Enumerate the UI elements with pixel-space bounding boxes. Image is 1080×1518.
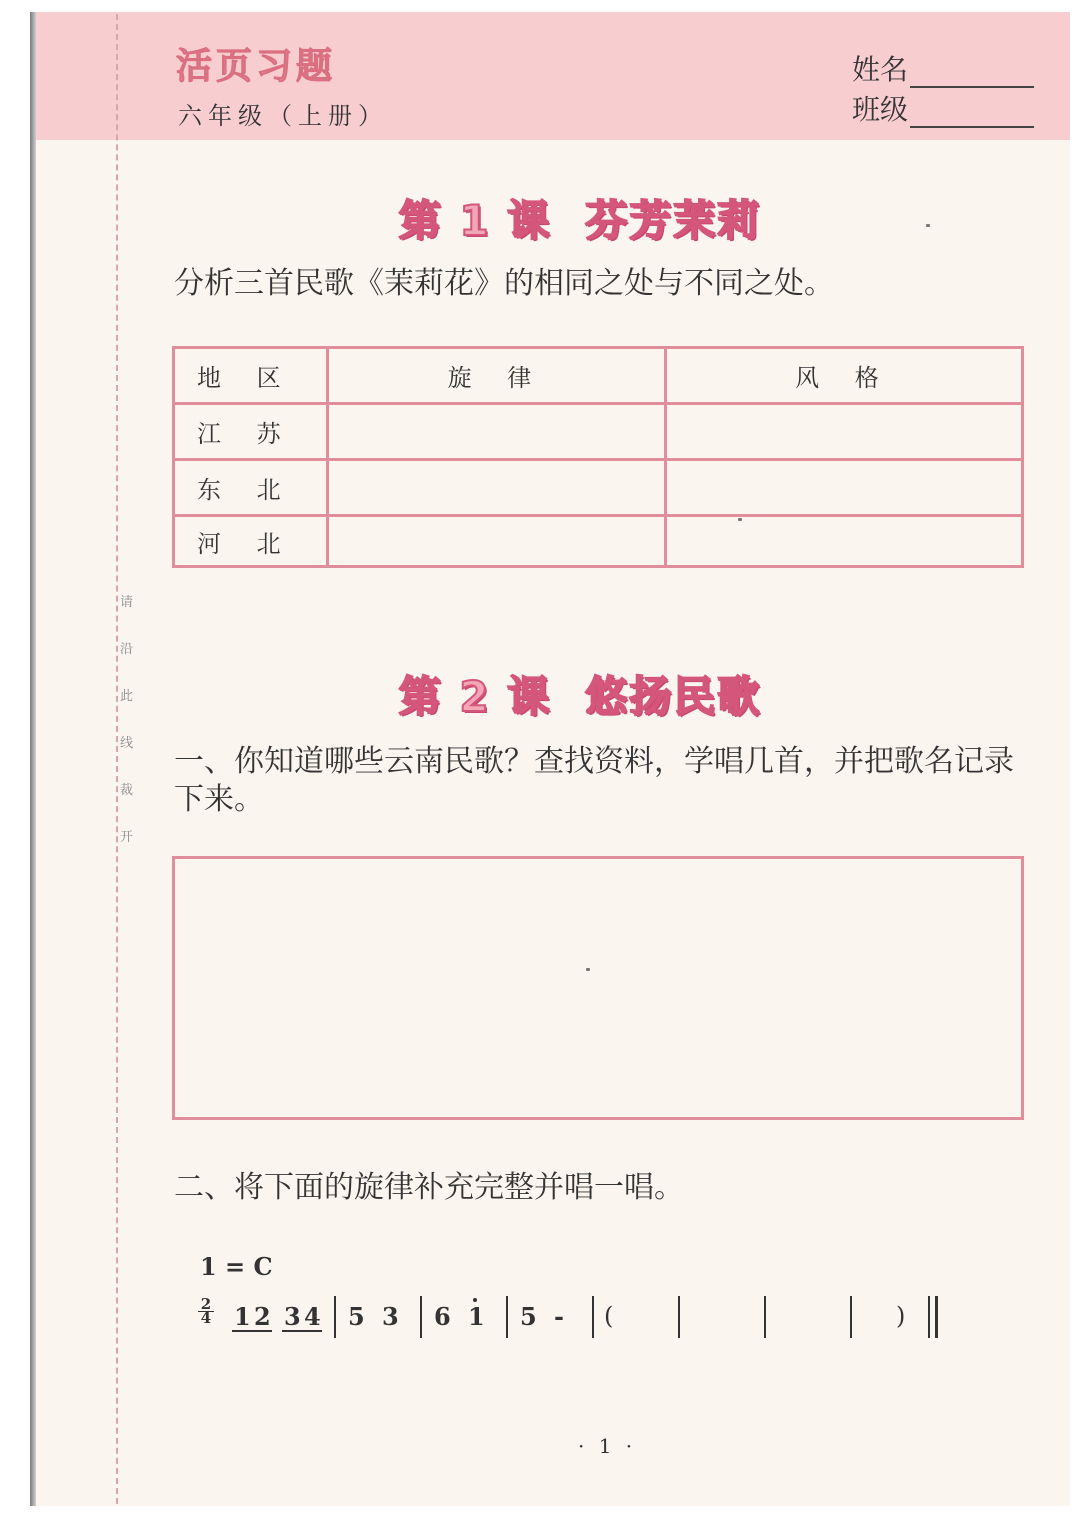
table-row xyxy=(174,404,1023,460)
scan-speck xyxy=(586,968,590,971)
melody-cell[interactable] xyxy=(328,404,666,460)
lesson2-question1-line1: 一、你知道哪些云南民歌？查找资料，学唱几首，并把歌名记录 xyxy=(174,744,1014,779)
name-blank[interactable] xyxy=(910,58,1034,88)
brand-title: 活页习题 xyxy=(176,46,337,87)
final-bar-line xyxy=(928,1296,930,1338)
header-melody: 旋 律 xyxy=(328,348,666,404)
scan-speck xyxy=(926,224,930,227)
scan-speck xyxy=(738,518,742,521)
region-cell: 东 北 xyxy=(174,460,328,516)
note: 5 xyxy=(520,1302,537,1331)
lesson1-title xyxy=(0,188,1080,248)
header-style: 风 格 xyxy=(666,348,1023,404)
note: 5 xyxy=(348,1302,365,1331)
note: 1 xyxy=(234,1302,251,1331)
style-cell[interactable] xyxy=(666,460,1023,516)
note: 4 xyxy=(304,1302,321,1331)
melody-cell[interactable] xyxy=(328,460,666,516)
bar-line xyxy=(678,1296,680,1338)
name-label: 姓名 xyxy=(852,53,909,86)
cut-char: 请 xyxy=(120,595,134,610)
lesson1-number: 第 1 课 xyxy=(398,196,552,245)
bar-line xyxy=(420,1296,422,1338)
open-paren: ( xyxy=(604,1302,614,1330)
bar-line xyxy=(850,1296,852,1338)
cut-char: 裁 xyxy=(120,783,134,798)
style-cell[interactable] xyxy=(666,404,1023,460)
cut-char: 开 xyxy=(120,830,134,845)
note: 6 xyxy=(434,1302,451,1331)
cut-char: 沿 xyxy=(120,642,134,657)
style-cell[interactable] xyxy=(666,516,1023,567)
lesson2-question1-line2: 下来。 xyxy=(174,782,264,817)
comparison-table xyxy=(172,346,1024,568)
name-field[interactable] xyxy=(852,48,1034,88)
class-field[interactable] xyxy=(852,88,1034,128)
time-signature-top: 2 xyxy=(200,1295,212,1313)
lesson1-question: 分析三首民歌《茉莉花》的相同之处与不同之处。 xyxy=(174,266,834,301)
region-cell: 河 北 xyxy=(174,516,328,567)
bar-line xyxy=(506,1296,508,1338)
lesson2-number: 第 2 课 xyxy=(398,672,552,721)
note: 3 xyxy=(284,1302,301,1331)
header-region: 地 区 xyxy=(174,348,328,404)
table-header-row xyxy=(174,348,1023,404)
lesson1-name: 芬芳茉莉 xyxy=(585,196,762,245)
bar-line xyxy=(592,1296,594,1338)
final-bar-line-thick xyxy=(935,1296,938,1338)
high-octave-dot xyxy=(473,1298,477,1302)
time-signature xyxy=(198,1295,214,1327)
cut-char: 线 xyxy=(120,736,134,751)
melody-cell[interactable] xyxy=(328,516,666,567)
table-row xyxy=(174,516,1023,567)
close-paren: ) xyxy=(896,1302,906,1330)
lesson2-question2: 二、将下面的旋律补充完整并唱一唱。 xyxy=(174,1170,684,1205)
melody-score xyxy=(198,1296,958,1340)
key-signature: 1 = C xyxy=(200,1252,273,1281)
lesson2-name: 悠扬民歌 xyxy=(585,672,762,721)
lesson2-title xyxy=(0,664,1080,724)
page-number: · 1 · xyxy=(578,1434,637,1458)
cut-char: 此 xyxy=(120,689,134,704)
class-label: 班级 xyxy=(852,93,909,126)
note: 1 xyxy=(468,1302,485,1331)
answer-box[interactable] xyxy=(172,856,1024,1120)
bar-line xyxy=(764,1296,766,1338)
beam xyxy=(232,1330,272,1332)
region-cell: 江 苏 xyxy=(174,404,328,460)
note: 3 xyxy=(382,1302,399,1331)
note: - xyxy=(554,1302,564,1331)
note: 2 xyxy=(254,1302,271,1331)
grade-label: 六年级（上册） xyxy=(178,102,388,130)
table-row xyxy=(174,460,1023,516)
time-signature-bottom: 4 xyxy=(198,1311,214,1325)
beam xyxy=(282,1330,322,1332)
bar-line xyxy=(334,1296,336,1338)
class-blank[interactable] xyxy=(910,98,1034,128)
